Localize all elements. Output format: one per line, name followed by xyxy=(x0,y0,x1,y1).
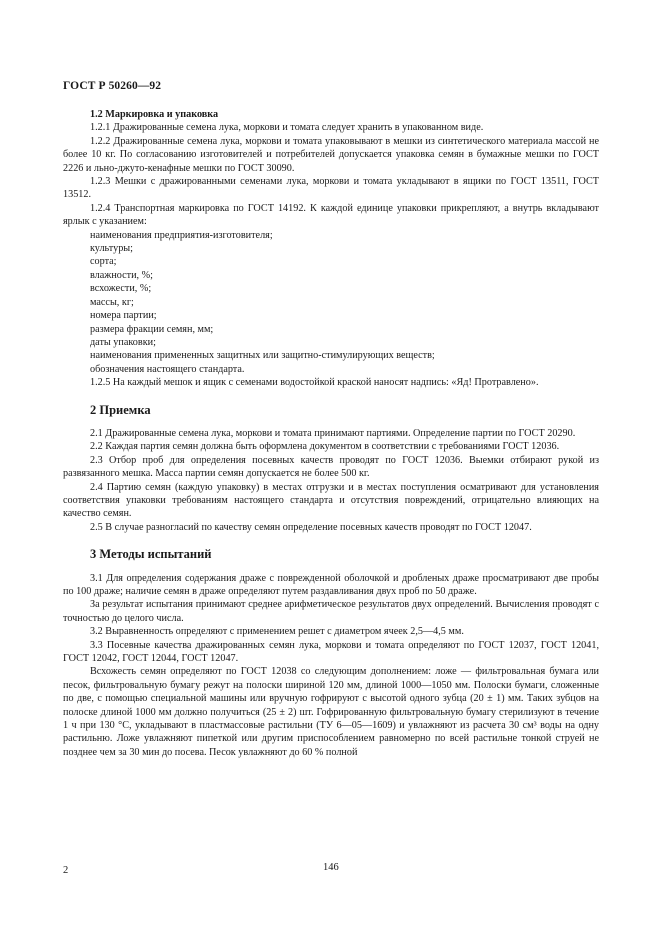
subsection-title: 1.2 Маркировка и упаковка xyxy=(90,109,219,120)
section-title: 3 Методы испытаний xyxy=(90,547,212,562)
paragraph: 3.3 Посевные качества дражированных семян лука, моркови и томата определяют по ГОСТ 12037, ГОСТ 12041, ГОСТ 12042, ГОСТ 12044, ГОСТ 12047. xyxy=(63,639,599,665)
document-body xyxy=(63,108,599,759)
document-header: ГОСТ Р 50260—92 xyxy=(63,80,162,92)
paragraph: Всхожесть семян определяют по ГОСТ 12038 со следующим дополнением: ложе — фильтровальная бумага или песок, фильтровальную бумагу режут на полоски шириной 120 мм, длиной 1000—1050 мм. Полоски бумаги, сложенные по две, с помощью специальной машины или вручную гофрируют с высотой одного зубца (20 ± 1) мм. Таких зубцов на полоске длиной 1000 мм должно получиться (25 ± 2) шт. Гофрированную фильтровальную бумагу стерилизуют в течение 1 ч при 130 °С, укладывают в пластмассовые растильни (ТУ 6—05—1609) и увлажняют из расчета 30 см³ воды на одну растильню. Ложе увлажняют пипеткой или другим приспособлением равномерно по всей растильне тонкой струей не позднее чем за 30 мин до посева. Песок увлажняют до 60 % полной xyxy=(63,666,599,758)
list-item: влажности, %; xyxy=(90,269,153,281)
list-item: всхожести, %; xyxy=(90,283,152,295)
list-item: обозначения настоящего стандарта. xyxy=(90,363,245,375)
paragraph: 2.3 Отбор проб для определения посевных качеств проводят по ГОСТ 12036. Выемки отбирают рукой из развязанного мешка. Масса партии семян допускается не более 500 кг. xyxy=(63,454,599,480)
list-item: номера партии; xyxy=(90,310,157,322)
paragraph: 1.2.3 Мешки с дражированными семенами лука, моркови и томата укладывают в ящики по ГОСТ 13511, ГОСТ 13512. xyxy=(63,176,599,201)
paragraph: 3.2 Выравненность определяют с применением решет с диаметром ячеек 2,5—4,5 мм. xyxy=(90,626,464,638)
paragraph: 1.2.2 Дражированные семена лука, моркови и томата упаковывают в мешки из синтетического материала массой не более 10 кг. По согласованию изготовителей и потребителей допускается упаковка семян в бумажные мешки по ГОСТ 2226 и льно-джуто-кенафные мешки по ГОСТ 30090. xyxy=(63,135,599,174)
list-item: размера фракции семян, мм; xyxy=(90,323,214,335)
page-number-center: 146 xyxy=(323,862,339,873)
paragraph: 3.1 Для определения содержания драже с поврежденной оболочкой и дробленых драже просматривают две пробы по 100 драже; наличие семян в драже определяют путем раздавливания двух проб по 50 драже. xyxy=(63,572,599,597)
page-number: 2 xyxy=(63,865,69,876)
list-item: массы, кг; xyxy=(90,296,134,308)
paragraph: 1.2.5 На каждый мешок и ящик с семенами водостойкой краской наносят надпись: «Яд! Протравлено». xyxy=(90,377,539,389)
paragraph: За результат испытания принимают среднее арифметическое результатов двух определений. Вычисления проводят с точностью до целого числа. xyxy=(63,599,599,624)
paragraph: 1.2.4 Транспортная маркировка по ГОСТ 14192. К каждой единице упаковки прикрепляют, а внутрь вкладывают ярлык с указанием: xyxy=(63,202,599,228)
paragraph: 1.2.1 Дражированные семена лука, моркови и томата следует хранить в упакованном виде. xyxy=(90,122,484,134)
list-item: сорта; xyxy=(90,256,117,268)
list-item: даты упаковки; xyxy=(90,336,156,348)
section-title: 2 Приемка xyxy=(90,402,151,417)
list-item: наименования предприятия-изготовителя; xyxy=(90,229,273,241)
paragraph: 2.1 Дражированные семена лука, моркови и томата принимают партиями. Определение партии по ГОСТ 20290. xyxy=(90,427,576,439)
paragraph: 2.4 Партию семян (каждую упаковку) в местах отгрузки и в местах поступления осматривают для установления соответствия упаковки требованиям настоящего стандарта и отсутствия повреждений, отрицательно влияющих на качество семян. xyxy=(63,481,599,520)
list-item: наименования примененных защитных или защитно-стимулирующих веществ; xyxy=(90,350,435,362)
paragraph: 2.5 В случае разногласий по качеству семян определение посевных качеств проводят по ГОСТ 12047. xyxy=(90,521,532,533)
list-item: культуры; xyxy=(90,243,133,255)
paragraph: 2.2 Каждая партия семян должна быть оформлена документом в соответствии с требованиями ГОСТ 12036. xyxy=(90,441,560,453)
